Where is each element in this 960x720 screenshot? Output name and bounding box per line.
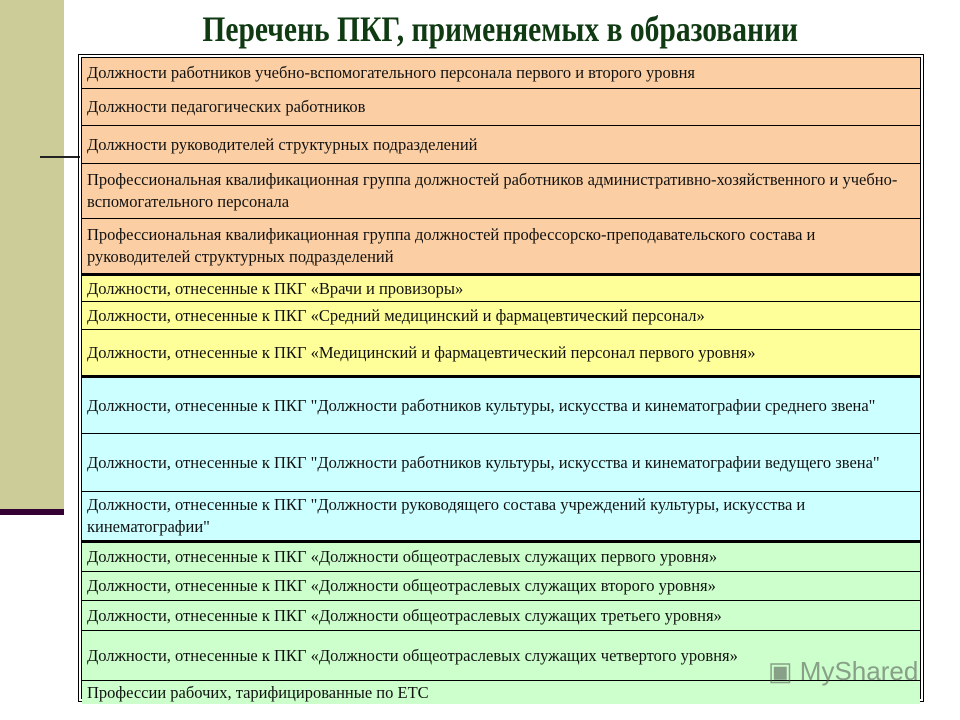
row-text: Должности, отнесенные к ПКГ «Должности общеотраслевых служащих третьего уровня» — [87, 605, 722, 625]
table-row — [82, 433, 920, 491]
row-text: Должности, отнесенные к ПКГ "Должности руководящего состава учреждений культуры, искусства и кинематографии" — [87, 495, 806, 536]
slide-title-text: Перечень ПКГ, применяемых в образовании — [202, 9, 798, 49]
table-row — [82, 329, 920, 375]
row-text: Должности, отнесенные к ПКГ «Должности общеотраслевых служащих четвертого уровня» — [87, 645, 738, 665]
row-text: Должности, отнесенные к ПКГ «Должности общеотраслевых служащих первого уровня» — [87, 547, 718, 566]
table-row — [82, 491, 920, 540]
table-row — [82, 540, 920, 571]
row-text: Профессиональная квалификационная группа должностей профессорско-преподавательского состава и руководителей структурных подразделений — [87, 225, 816, 266]
table-row — [82, 600, 920, 630]
sidebar-accent-bar — [0, 509, 64, 515]
row-text: Должности педагогических работников — [87, 97, 366, 116]
row-text: Должности, отнесенные к ПКГ «Врачи и провизоры» — [87, 278, 464, 298]
table-row — [82, 571, 920, 600]
table-row — [82, 375, 920, 433]
pkg-table — [78, 54, 924, 702]
watermark-text: MyShared — [799, 656, 919, 686]
table-row — [82, 218, 920, 273]
watermark-logo: ▣ MyShared — [768, 656, 919, 686]
slide-title — [80, 8, 920, 50]
row-text: Должности, отнесенные к ПКГ «Должности общеотраслевых служащих второго уровня» — [87, 576, 716, 595]
row-text: Должности, отнесенные к ПКГ «Медицинский и фармацевтический персонал первого уровня» — [87, 342, 756, 362]
table-row — [82, 163, 920, 218]
row-text: Профессии рабочих, тарифицированные по ЕТС — [87, 682, 429, 702]
table-row — [82, 301, 920, 329]
row-text: Должности работников учебно-вспомогательного персонала первого и второго уровня — [87, 63, 695, 82]
row-text: Должности руководителей структурных подразделений — [87, 134, 478, 154]
table-row — [82, 273, 920, 301]
connector-line — [40, 156, 80, 158]
table-row — [82, 88, 920, 125]
table-row — [82, 125, 920, 163]
table-row — [82, 58, 920, 88]
slide-sidebar-decoration — [0, 0, 64, 510]
row-text: Должности, отнесенные к ПКГ "Должности работников культуры, искусства и кинематографии среднего звена" — [87, 395, 876, 415]
row-text: Профессиональная квалификационная группа должностей работников административно-хозяйственного и учебно-вспомогательного персонала — [87, 170, 898, 211]
row-text: Должности, отнесенные к ПКГ "Должности работников культуры, искусства и кинематографии ведущего звена" — [87, 452, 880, 472]
row-text: Должности, отнесенные к ПКГ «Средний медицинский и фармацевтический персонал» — [87, 305, 705, 325]
